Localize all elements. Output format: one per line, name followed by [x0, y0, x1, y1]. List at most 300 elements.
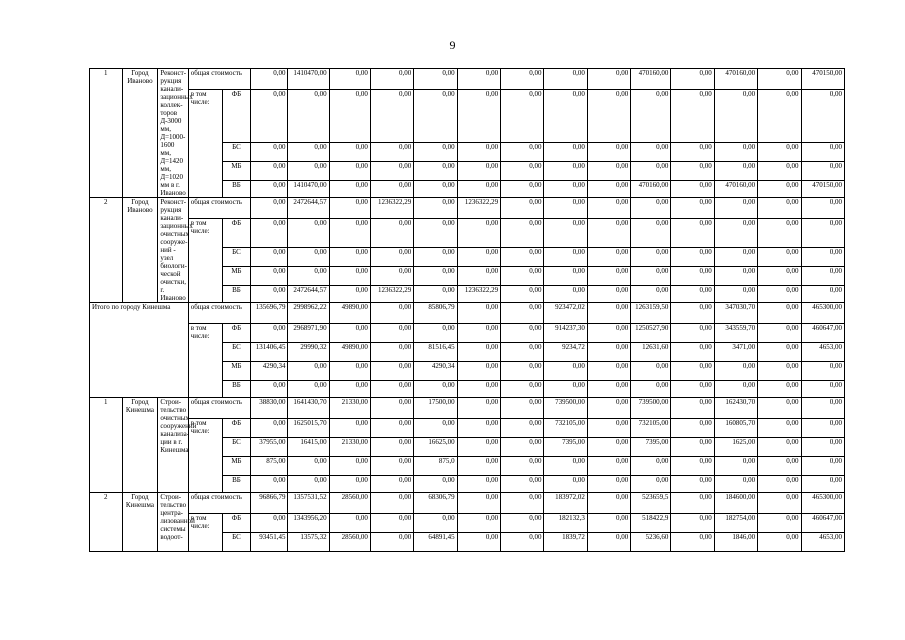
value-cell: 0,00	[758, 181, 801, 198]
table-row	[90, 198, 845, 219]
value-cell: 0,00	[631, 267, 671, 286]
value-cell: 0,00	[671, 398, 714, 419]
value-cell: 28560,00	[329, 493, 370, 514]
value-cell: 0,00	[714, 381, 757, 398]
value-cell: 0,00	[801, 143, 844, 162]
value-cell: 0,00	[501, 398, 544, 419]
value-cell: 0,00	[801, 398, 844, 419]
funding-source: ВБ	[223, 381, 250, 398]
value-cell: 0,00	[631, 457, 671, 476]
value-cell: 0,00	[631, 198, 671, 219]
value-cell: 0,00	[587, 69, 630, 90]
value-cell: 0,00	[329, 219, 370, 248]
value-cell: 0,00	[758, 286, 801, 303]
value-cell: 0,00	[457, 476, 500, 493]
value-cell: 0,00	[457, 143, 500, 162]
value-cell: 5236,60	[631, 533, 671, 552]
value-cell: 0,00	[370, 90, 413, 143]
value-cell: 0,00	[457, 303, 500, 324]
value-cell: 0,00	[457, 493, 500, 514]
value-cell: 0,00	[587, 198, 630, 219]
value-cell: 0,00	[329, 143, 370, 162]
category-total: общая стоимость	[188, 303, 250, 324]
value-cell: 0,00	[714, 143, 757, 162]
value-cell: 0,00	[370, 438, 413, 457]
value-cell: 1236322,29	[457, 286, 500, 303]
object-description: Реконст-рукция канали-зационных очистных сооруже-ний - узел биологи-ческой очистки, г. Иваново	[158, 198, 188, 303]
value-cell: 0,00	[370, 514, 413, 533]
value-cell: 0,00	[250, 286, 288, 303]
value-cell: 0,00	[587, 219, 630, 248]
category-including: в том числе:	[188, 90, 223, 198]
value-cell: 0,00	[329, 419, 370, 438]
funding-source: МБ	[223, 457, 250, 476]
value-cell: 0,00	[758, 219, 801, 248]
value-cell: 0,00	[587, 286, 630, 303]
value-cell: 0,00	[671, 219, 714, 248]
value-cell: 0,00	[457, 381, 500, 398]
value-cell: 0,00	[671, 162, 714, 181]
value-cell: 0,00	[501, 90, 544, 143]
value-cell: 2968971,90	[288, 324, 329, 343]
value-cell: 0,00	[250, 381, 288, 398]
value-cell: 0,00	[631, 143, 671, 162]
value-cell: 0,00	[288, 362, 329, 381]
value-cell: 0,00	[671, 143, 714, 162]
value-cell: 0,00	[501, 533, 544, 552]
value-cell: 465300,00	[801, 303, 844, 324]
value-cell: 21330,00	[329, 438, 370, 457]
value-cell: 0,00	[714, 476, 757, 493]
value-cell: 0,00	[714, 267, 757, 286]
page-number: 9	[449, 38, 456, 52]
funding-source: ВБ	[223, 476, 250, 493]
value-cell: 49890,00	[329, 343, 370, 362]
value-cell: 0,00	[671, 362, 714, 381]
category-total: общая стоимость	[188, 69, 250, 90]
value-cell: 0,00	[370, 162, 413, 181]
value-cell: 1410470,00	[288, 181, 329, 198]
city-name: Город Иваново	[122, 198, 158, 303]
value-cell: 0,00	[457, 90, 500, 143]
value-cell: 0,00	[758, 248, 801, 267]
value-cell: 0,00	[671, 324, 714, 343]
category-including: в том числе:	[188, 219, 223, 303]
value-cell: 64891,45	[414, 533, 457, 552]
value-cell: 0,00	[457, 514, 500, 533]
value-cell: 4290,34	[250, 362, 288, 381]
value-cell: 0,00	[329, 514, 370, 533]
value-cell: 0,00	[758, 457, 801, 476]
value-cell: 0,00	[329, 381, 370, 398]
value-cell: 9234,72	[544, 343, 587, 362]
value-cell: 0,00	[501, 198, 544, 219]
value-cell: 0,00	[501, 162, 544, 181]
value-cell: 0,00	[801, 219, 844, 248]
value-cell: 0,00	[758, 514, 801, 533]
value-cell: 0,00	[457, 398, 500, 419]
value-cell: 0,00	[370, 324, 413, 343]
value-cell: 4653,00	[801, 533, 844, 552]
value-cell: 0,00	[587, 267, 630, 286]
value-cell: 0,00	[671, 514, 714, 533]
value-cell: 0,00	[414, 267, 457, 286]
value-cell: 0,00	[457, 69, 500, 90]
value-cell: 0,00	[631, 248, 671, 267]
value-cell: 0,00	[457, 162, 500, 181]
value-cell: 0,00	[631, 219, 671, 248]
value-cell: 0,00	[370, 343, 413, 362]
value-cell: 0,00	[801, 162, 844, 181]
value-cell: 0,00	[250, 162, 288, 181]
value-cell: 0,00	[544, 90, 587, 143]
value-cell: 0,00	[671, 343, 714, 362]
value-cell: 0,00	[250, 198, 288, 219]
value-cell: 0,00	[329, 162, 370, 181]
value-cell: 0,00	[671, 90, 714, 143]
value-cell: 93451,45	[250, 533, 288, 552]
funding-source: ВБ	[223, 181, 250, 198]
value-cell: 1343956,20	[288, 514, 329, 533]
value-cell: 0,00	[414, 286, 457, 303]
value-cell: 16415,00	[288, 438, 329, 457]
value-cell: 0,00	[501, 303, 544, 324]
value-cell: 739500,00	[544, 398, 587, 419]
value-cell: 0,00	[758, 267, 801, 286]
value-cell: 0,00	[370, 248, 413, 267]
value-cell: 0,00	[801, 381, 844, 398]
funding-source: БС	[223, 343, 250, 362]
value-cell: 460647,00	[801, 514, 844, 533]
value-cell: 470160,00	[631, 69, 671, 90]
value-cell: 0,00	[587, 419, 630, 438]
value-cell: 0,00	[801, 362, 844, 381]
object-description: Реконст-рукция канали-зационных коллек-торов Д-3000 мм, Д=1000-1600 мм, Д=1420 мм, Д=1020 мм в г. Иваново	[158, 69, 188, 198]
city-name: Город Кинешма	[122, 398, 158, 493]
value-cell: 1410470,00	[288, 69, 329, 90]
value-cell: 0,00	[544, 219, 587, 248]
value-cell: 0,00	[758, 493, 801, 514]
table-row	[90, 398, 845, 419]
value-cell: 2472644,57	[288, 198, 329, 219]
value-cell: 0,00	[414, 90, 457, 143]
value-cell: 470160,00	[714, 181, 757, 198]
value-cell: 0,00	[714, 362, 757, 381]
value-cell: 68306,79	[414, 493, 457, 514]
funding-source: МБ	[223, 362, 250, 381]
value-cell: 0,00	[587, 476, 630, 493]
value-cell: 160805,70	[714, 419, 757, 438]
value-cell: 13575,32	[288, 533, 329, 552]
value-cell: 0,00	[587, 90, 630, 143]
category-total: общая стоимость	[188, 398, 250, 419]
value-cell: 0,00	[457, 248, 500, 267]
value-cell: 0,00	[329, 476, 370, 493]
table-row	[90, 514, 845, 533]
value-cell: 81516,45	[414, 343, 457, 362]
table-row	[90, 219, 845, 248]
funding-source: ФБ	[223, 90, 250, 143]
value-cell: 0,00	[714, 198, 757, 219]
value-cell: 0,00	[758, 324, 801, 343]
value-cell: 0,00	[714, 90, 757, 143]
value-cell: 0,00	[329, 90, 370, 143]
funding-source: ФБ	[223, 419, 250, 438]
value-cell: 470150,00	[801, 181, 844, 198]
value-cell: 0,00	[457, 419, 500, 438]
table-row	[90, 324, 845, 343]
value-cell: 0,00	[457, 457, 500, 476]
total-label: Итого по городу Кинешма	[90, 303, 189, 398]
value-cell: 0,00	[544, 181, 587, 198]
value-cell: 0,00	[758, 419, 801, 438]
value-cell: 0,00	[671, 533, 714, 552]
object-description: Строи-тельство центра-лизованной системы водоот-	[158, 493, 188, 552]
value-cell: 0,00	[671, 438, 714, 457]
value-cell: 0,00	[758, 398, 801, 419]
value-cell: 0,00	[631, 362, 671, 381]
value-cell: 12631,60	[631, 343, 671, 362]
value-cell: 0,00	[501, 419, 544, 438]
value-cell: 1236322,29	[457, 198, 500, 219]
value-cell: 0,00	[671, 248, 714, 267]
value-cell: 0,00	[370, 419, 413, 438]
value-cell: 0,00	[288, 219, 329, 248]
value-cell: 0,00	[288, 267, 329, 286]
category-including: в том числе:	[188, 324, 223, 398]
category-total: общая стоимость	[188, 493, 250, 514]
value-cell: 0,00	[501, 219, 544, 248]
value-cell: 0,00	[587, 248, 630, 267]
value-cell: 0,00	[544, 162, 587, 181]
value-cell: 0,00	[501, 438, 544, 457]
value-cell: 0,00	[250, 419, 288, 438]
value-cell: 0,00	[544, 248, 587, 267]
value-cell: 28560,00	[329, 533, 370, 552]
value-cell: 0,00	[414, 514, 457, 533]
value-cell: 0,00	[801, 90, 844, 143]
category-including: в том числе:	[188, 419, 223, 493]
value-cell: 0,00	[544, 362, 587, 381]
value-cell: 0,00	[414, 324, 457, 343]
value-cell: 0,00	[671, 303, 714, 324]
value-cell: 0,00	[414, 248, 457, 267]
value-cell: 0,00	[801, 419, 844, 438]
value-cell: 0,00	[370, 181, 413, 198]
value-cell: 0,00	[544, 267, 587, 286]
value-cell: 0,00	[544, 69, 587, 90]
value-cell: 0,00	[631, 286, 671, 303]
value-cell: 0,00	[501, 476, 544, 493]
value-cell: 1625,00	[714, 438, 757, 457]
value-cell: 0,00	[587, 162, 630, 181]
value-cell: 0,00	[288, 143, 329, 162]
value-cell: 0,00	[457, 324, 500, 343]
value-cell: 0,00	[544, 143, 587, 162]
value-cell: 470160,00	[714, 69, 757, 90]
value-cell: 0,00	[457, 219, 500, 248]
value-cell: 2998962,22	[288, 303, 329, 324]
funding-source: ФБ	[223, 514, 250, 533]
value-cell: 465300,00	[801, 493, 844, 514]
value-cell: 96866,79	[250, 493, 288, 514]
value-cell: 1236322,29	[370, 198, 413, 219]
value-cell: 0,00	[250, 219, 288, 248]
value-cell: 1846,00	[714, 533, 757, 552]
value-cell: 0,00	[714, 248, 757, 267]
value-cell: 0,00	[250, 90, 288, 143]
value-cell: 0,00	[250, 248, 288, 267]
value-cell: 0,00	[250, 324, 288, 343]
value-cell: 0,00	[288, 162, 329, 181]
value-cell: 0,00	[501, 457, 544, 476]
value-cell: 0,00	[370, 381, 413, 398]
value-cell: 0,00	[631, 476, 671, 493]
value-cell: 182132,3	[544, 514, 587, 533]
value-cell: 0,00	[501, 381, 544, 398]
value-cell: 0,00	[370, 457, 413, 476]
value-cell: 0,00	[250, 476, 288, 493]
value-cell: 0,00	[501, 143, 544, 162]
funding-source: ФБ	[223, 219, 250, 248]
funding-source: ВБ	[223, 286, 250, 303]
value-cell: 0,00	[501, 69, 544, 90]
value-cell: 732105,00	[631, 419, 671, 438]
value-cell: 0,00	[501, 248, 544, 267]
value-cell: 0,00	[457, 343, 500, 362]
value-cell: 732105,00	[544, 419, 587, 438]
value-cell: 1250527,90	[631, 324, 671, 343]
value-cell: 0,00	[587, 398, 630, 419]
value-cell: 0,00	[501, 286, 544, 303]
value-cell: 0,00	[758, 69, 801, 90]
value-cell: 0,00	[631, 381, 671, 398]
value-cell: 1839,72	[544, 533, 587, 552]
value-cell: 0,00	[414, 419, 457, 438]
value-cell: 0,00	[250, 69, 288, 90]
value-cell: 184600,00	[714, 493, 757, 514]
value-cell: 0,00	[587, 493, 630, 514]
value-cell: 0,00	[758, 162, 801, 181]
value-cell: 0,00	[288, 90, 329, 143]
value-cell: 0,00	[671, 476, 714, 493]
value-cell: 0,00	[587, 514, 630, 533]
value-cell: 1625015,70	[288, 419, 329, 438]
value-cell: 0,00	[587, 324, 630, 343]
row-number: 2	[90, 493, 123, 552]
value-cell: 17500,00	[414, 398, 457, 419]
value-cell: 21330,00	[329, 398, 370, 419]
value-cell: 0,00	[544, 286, 587, 303]
value-cell: 0,00	[414, 181, 457, 198]
value-cell: 0,00	[457, 438, 500, 457]
value-cell: 0,00	[801, 248, 844, 267]
value-cell: 1641430,70	[288, 398, 329, 419]
value-cell: 4290,34	[414, 362, 457, 381]
value-cell: 0,00	[587, 362, 630, 381]
value-cell: 0,00	[414, 143, 457, 162]
row-number: 1	[90, 398, 123, 493]
value-cell: 0,00	[544, 476, 587, 493]
city-name: Город Иваново	[122, 69, 158, 198]
value-cell: 0,00	[587, 457, 630, 476]
row-number: 1	[90, 69, 123, 198]
value-cell: 0,00	[714, 219, 757, 248]
value-cell: 0,00	[457, 181, 500, 198]
funding-source: ФБ	[223, 324, 250, 343]
value-cell: 0,00	[370, 267, 413, 286]
value-cell: 182754,00	[714, 514, 757, 533]
value-cell: 0,00	[544, 381, 587, 398]
value-cell: 0,00	[587, 381, 630, 398]
value-cell: 0,00	[329, 248, 370, 267]
value-cell: 0,00	[801, 286, 844, 303]
investment-table	[89, 68, 845, 552]
value-cell: 0,00	[758, 362, 801, 381]
funding-source: БС	[223, 143, 250, 162]
value-cell: 131406,45	[250, 343, 288, 362]
value-cell: 914237,30	[544, 324, 587, 343]
value-cell: 0,00	[714, 457, 757, 476]
value-cell: 0,00	[587, 143, 630, 162]
value-cell: 470150,00	[801, 69, 844, 90]
value-cell: 523659,5	[631, 493, 671, 514]
value-cell: 0,00	[671, 181, 714, 198]
value-cell: 0,00	[329, 457, 370, 476]
object-description: Строи-тельство очистных сооружений канализа-ции в г. Кинешма	[158, 398, 188, 493]
value-cell: 460647,00	[801, 324, 844, 343]
value-cell: 0,00	[250, 267, 288, 286]
value-cell: 1236322,29	[370, 286, 413, 303]
value-cell: 0,00	[501, 514, 544, 533]
value-cell: 29990,32	[288, 343, 329, 362]
table-row	[90, 69, 845, 90]
value-cell: 0,00	[758, 438, 801, 457]
value-cell: 0,00	[370, 143, 413, 162]
value-cell: 135696,79	[250, 303, 288, 324]
value-cell: 0,00	[501, 343, 544, 362]
funding-source: БС	[223, 248, 250, 267]
category-total: общая стоимость	[188, 198, 250, 219]
value-cell: 0,00	[250, 181, 288, 198]
value-cell: 0,00	[501, 362, 544, 381]
value-cell: 0,00	[587, 343, 630, 362]
value-cell: 0,00	[671, 457, 714, 476]
value-cell: 85806,79	[414, 303, 457, 324]
value-cell: 0,00	[587, 181, 630, 198]
value-cell: 0,00	[801, 267, 844, 286]
value-cell: 0,00	[414, 69, 457, 90]
value-cell: 4653,00	[801, 343, 844, 362]
value-cell: 0,00	[758, 198, 801, 219]
value-cell: 343559,70	[714, 324, 757, 343]
value-cell: 0,00	[631, 162, 671, 181]
value-cell: 0,00	[671, 69, 714, 90]
value-cell: 0,00	[587, 303, 630, 324]
funding-source: МБ	[223, 162, 250, 181]
value-cell: 37955,00	[250, 438, 288, 457]
category-including: в том числе:	[188, 514, 223, 552]
value-cell: 0,00	[501, 493, 544, 514]
value-cell: 0,00	[329, 69, 370, 90]
value-cell: 0,00	[414, 219, 457, 248]
value-cell: 0,00	[250, 143, 288, 162]
value-cell: 347030,70	[714, 303, 757, 324]
value-cell: 0,00	[801, 457, 844, 476]
value-cell: 0,00	[414, 476, 457, 493]
value-cell: 0,00	[758, 381, 801, 398]
value-cell: 0,00	[714, 162, 757, 181]
